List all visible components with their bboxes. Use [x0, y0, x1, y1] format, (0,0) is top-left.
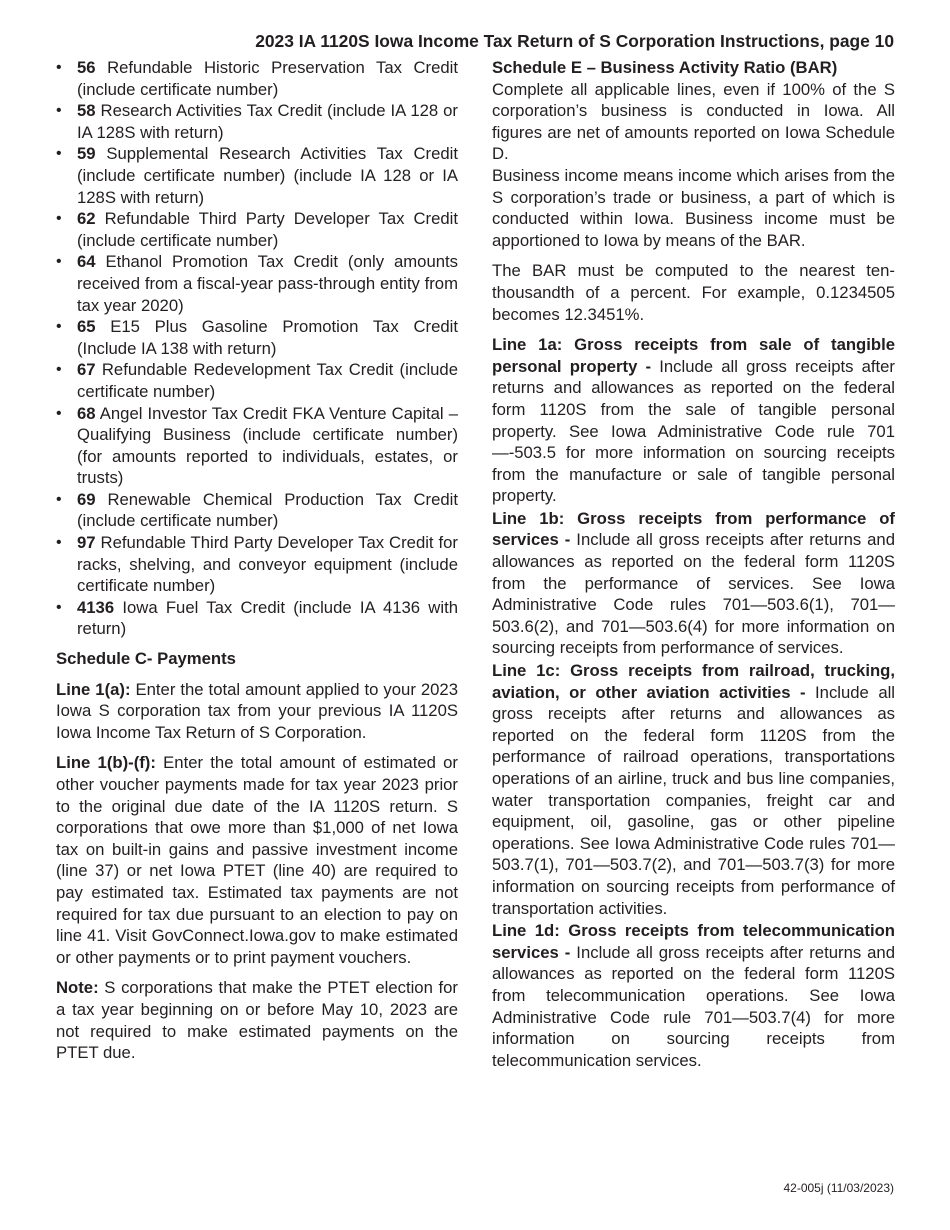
- credit-number: 62: [77, 209, 96, 229]
- note-text: S corporations that make the PTET election for a tax year beginning on or before May 10, 2023 are not required to make estimated payments on the PTET due.: [56, 978, 458, 1063]
- line-label: Line 1(a):: [56, 679, 131, 699]
- line-text: Include all gross receipts after returns and allowances as reported on the federal form 1120S from the performance of railroad operations, transportations operations of an airline, truck and bus line companies, water transportation companies, freight car and equipment, oil, gasoline, gas or other pipeline operations. See Iowa Administrative Code rules 701—503.7(1), 701—503.7(2), and 701—503.7(3) for more information on sourcing receipts from performance of transportation activities.: [492, 682, 896, 918]
- line-label: Line 1d: Gross receipts from telecommunication services -: [492, 921, 895, 962]
- line-label: Line 1a: Gross receipts from sale of tangible personal property -: [492, 335, 895, 376]
- credit-text: Renewable Chemical Production Tax Credit (include certificate number): [77, 489, 458, 531]
- schedule-e-line-1b: [492, 508, 895, 659]
- bullet-icon: •: [56, 404, 62, 422]
- page-header: 2023 IA 1120S Iowa Income Tax Return of S Corporation Instructions, page 10: [255, 31, 894, 51]
- list-item: [56, 597, 458, 640]
- credit-text: Refundable Historic Preservation Tax Credit (include certificate number): [77, 58, 458, 99]
- credit-number: 58: [77, 101, 96, 121]
- line-text: Include all gross receipts after returns and allowances as reported on the federal form 1120S from telecommunication operations. See Iowa Administrative Code rule 701—503.7(4) for more information on sourcing receipts from telecommunication services.: [492, 942, 895, 1070]
- bullet-icon: •: [56, 253, 62, 271]
- schedule-c-note: [56, 977, 458, 1063]
- schedule-e-line-1c: [492, 660, 895, 919]
- bullet-icon: •: [56, 102, 62, 120]
- line-label: Line 1b: Gross receipts from performance of services -: [492, 508, 895, 550]
- list-item: [56, 208, 458, 251]
- credit-number: 64: [77, 252, 96, 272]
- bullet-icon: •: [56, 145, 62, 163]
- line-text: Enter the total amount applied to your 2023 Iowa S corporation tax from your previous IA 1120S Iowa Income Tax Return of S Corporation.: [56, 679, 458, 742]
- credit-text: E15 Plus Gasoline Promotion Tax Credit (Include IA 138 with return): [77, 317, 458, 358]
- list-item: [56, 359, 458, 402]
- credit-text: Refundable Redevelopment Tax Credit (include certificate number): [77, 360, 458, 401]
- schedule-c-line-1a: [56, 679, 458, 744]
- credit-number: 67: [77, 360, 96, 380]
- credit-number: 97: [77, 533, 96, 553]
- bullet-icon: •: [56, 490, 62, 508]
- credit-number: 65: [77, 317, 96, 337]
- credit-number: 56: [77, 58, 96, 77]
- list-item: [56, 489, 458, 532]
- credit-text: Supplemental Research Activities Tax Credit (include certificate number) (include IA 128 or IA 128S with return): [77, 144, 458, 207]
- credit-text: Refundable Third Party Developer Tax Credit for racks, shelving, and conveyor equipment (include certificate number): [77, 533, 458, 596]
- note-label: Note:: [56, 978, 99, 998]
- bullet-icon: •: [56, 361, 62, 379]
- bullet-icon: •: [56, 59, 62, 76]
- list-item: [56, 100, 458, 143]
- line-text: Include all gross receipts after returns and allowances as reported on the federal form 1120S from the sale of tangible personal property. See Iowa Administrative Code rule 701—-503.5 for more information on sourcing receipts from the manufacture or sale of tangible personal property.: [492, 356, 895, 506]
- credit-text: Ethanol Promotion Tax Credit (only amounts received from a fiscal-year pass-through entity from tax year 2020): [77, 252, 458, 315]
- schedule-e-line-1d: [492, 920, 895, 1071]
- credit-number: 68: [77, 403, 96, 423]
- credit-text: Refundable Third Party Developer Tax Credit (include certificate number): [77, 209, 458, 250]
- list-item: [56, 532, 458, 597]
- credit-text: Research Activities Tax Credit (include IA 128 or IA 128S with return): [77, 101, 458, 142]
- schedule-c-line-1b-f: [56, 752, 458, 968]
- business-income-paragraph: Business income means income which arises from the S corporation’s trade or business, a part of which is conducted within Iowa. Business income must be apportioned to Iowa by means of the BAR.: [492, 165, 895, 250]
- right-column: [492, 57, 895, 1071]
- bullet-icon: •: [56, 210, 62, 228]
- credit-number: 4136: [77, 597, 115, 617]
- credit-number: 69: [77, 489, 96, 509]
- bar-precision-paragraph: The BAR must be computed to the nearest ten-thousandth of a percent. For example, 0.1234505 becomes 12.3451%.: [492, 261, 895, 324]
- line-label: Line 1c: Gross receipts from railroad, trucking, aviation, or other aviation activities -: [492, 661, 895, 702]
- bullet-icon: •: [56, 318, 62, 336]
- list-item: [56, 251, 458, 316]
- form-id-footer: 42-005j (11/03/2023): [783, 1181, 894, 1195]
- list-item: [56, 316, 458, 359]
- bullet-icon: •: [56, 534, 62, 552]
- schedule-e-heading: Schedule E – Business Activity Ratio (BAR): [492, 58, 838, 77]
- line-label: Line 1(b)-(f):: [56, 753, 156, 773]
- credit-number: 59: [77, 144, 96, 164]
- schedule-e-intro: Complete all applicable lines, even if 100% of the S corporation’s business is conducted in Iowa. All figures are net of amounts reported on Iowa Schedule D.: [492, 79, 895, 164]
- list-item: [56, 57, 458, 100]
- bullet-icon: •: [56, 598, 62, 616]
- schedule-e-line-1a: [492, 334, 895, 507]
- credit-text: Iowa Fuel Tax Credit (include IA 4136 with return): [77, 597, 458, 639]
- left-column: [56, 57, 458, 1064]
- line-text: Enter the total amount of estimated or other voucher payments made for tax year 2023 prior to the original due date of the IA 1120S return. S corporations that owe more than $1,000 of net Iowa tax on built-in gains and passive investment income (line 37) or net Iowa PTET (line 40) are required to pay estimated tax. Estimated tax payments are not required for tax due pursuant to an election to pay on line 41. Visit GovConnect.Iowa.gov to make estimated or other payments or to print payment vouchers.: [56, 753, 458, 967]
- list-item: [56, 143, 458, 208]
- line-text: Include all gross receipts after returns and allowances as reported on the federal form 1120S from the performance of services. See Iowa Administrative Code rules 701—503.6(1), 701—503.6(2), and 701—503.6(4) for more information on sourcing receipts from performance of services.: [492, 530, 895, 658]
- credit-list: [56, 57, 458, 640]
- credit-text: Angel Investor Tax Credit FKA Venture Capital – Qualifying Business (include certificate number) (for amounts reported to individuals, estates, or trusts): [77, 403, 458, 488]
- list-item: [56, 403, 458, 489]
- schedule-c-heading: Schedule C- Payments: [56, 649, 236, 669]
